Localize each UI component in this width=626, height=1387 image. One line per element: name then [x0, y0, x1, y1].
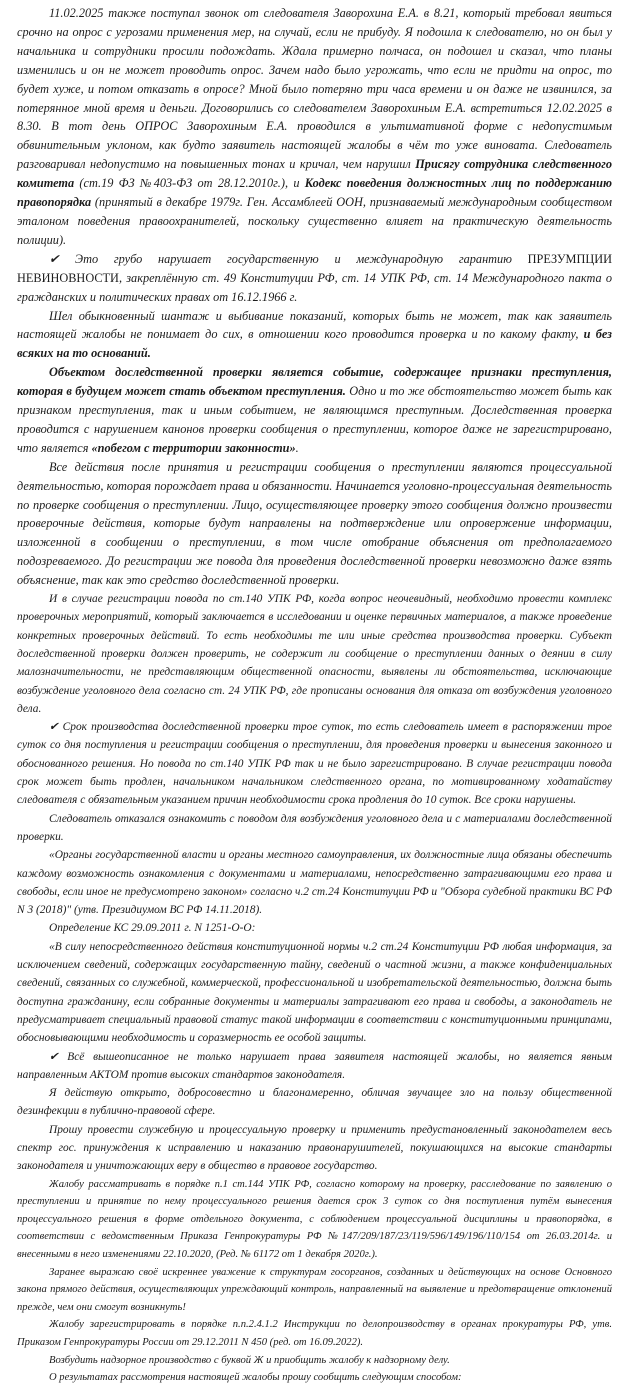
paragraph-result-notification: О результатах рассмотрения настоящей жалобы прошу сообщить следующим способом:	[49, 1372, 462, 1384]
paragraph-review-procedure: Жалобу рассматривать в порядке п.1 ст.144 УПК РФ, согласно которому на проверку, расследование по заявлению о преступлении и принятие по нему процессуального решения дается срок 3 суток со дня поступления путём вынесения процессуального решения в форме отдельного документа, с соблюдением процессуальной дисциплины и правопорядка, в соответствии с ведомственным Приказа Генпрокуратуры РФ №147/209/187/23/119/596/149/196/110/154 от 26.03.2014г. и внесенными в него изменениями 22.10.2020, (Ред. № 61172 от 1 декабря 2020г.).	[17, 1178, 612, 1260]
paragraph-check-deadline: ✔ Срок производства доследственной проверки трое суток, то есть следователь имеет в распоряжении трое суток со дня поступления и регистрации сообщения о преступлении, для проведения проверки и вынесения законного и обоснованного решения. Но повода по ст.140 УПК РФ так и не было зарегистрировано. В случае регистрации повода срок может быть продлен, начальником начальником следственного органа, по мотивированному ходатайству следователя с обязательным указанием причин необходимости срока продления до 10 суток. Все сроки нарушены.	[17, 721, 612, 807]
paragraph-object-of-check	[17, 363, 612, 458]
paragraph-refusal-to-acquaint: Следователь отказался ознакомить с поводом для возбуждения уголовного дела и с материалами доследственной проверки.	[17, 812, 612, 843]
emphasis-text: и без всяких на то оснований.	[17, 327, 612, 361]
paragraph-text: (принятый в декабре 1979г. Ген. Ассамблеей ООН, признаваемый международным сообществом эталоном поведения правоохранителей, поскольку существенно влияет на практическую деятельность полиции).	[17, 195, 612, 247]
paragraph-text: (ст.19 ФЗ №403-ФЗ от 28.12.2010г.), и	[74, 176, 305, 191]
paragraph-registration-order: Жалобу зарегистрировать в порядке п.п.2.4.1.2 Инструкции по делопроизводству в органах прокуратуры РФ, утв. Приказом Генпрокуратуры России от 29.12.2011 N 450 (ред. от 16.09.2022).	[17, 1319, 612, 1348]
paragraph-registration-of-grounds: И в случае регистрации повода по ст.140 УПК РФ, когда вопрос неочевидный, необходимо провести комплекс проверочных мероприятий, который заключается в исследовании и оценке первичных материалов, а также проведение конкретных проверочных действий. То есть необходимы те или иные средства производства проверки. Субъект доследственной проверки должен проверить, не содержит ли сообщение о преступлении данных о деянии в силу малозначительности, не представляющим общественной опасности, выявлены ли обстоятельства, исключающие возбуждение уголовного дела согласно ст. 24 УПК РФ, где прописаны основания для отказа от возбуждения уголовного дела.	[17, 593, 612, 715]
paragraph-good-faith: Я действую открыто, добросовестно и благонамеренно, обличая звучащее зло на пользу общественной дезинфекции в публично-правовой сфере.	[17, 1087, 612, 1118]
emphasis-text: Объектом доследственной проверки является событие, содержащее признаки преступления, которая в будущем может стать объектом преступления.	[17, 365, 612, 399]
paragraph-request-for-check: Прошу провести служебную и процессуальную проверку и применить предустановленный законодателем весь спектр гос. принуждения к исправлению и наказанию правонарушителей, покушающихся на высокие стандарты законодателя и уничтожающих веру в общество в правовое государство.	[17, 1123, 612, 1173]
paragraph-respect: Заранее выражаю своё искреннее уважение к структурам госорганов, созданных и действующих на основе Основного закона прямого действия, осуществляющих упреждающий контроль, направленный на выявление и предотвращение отклонений прежде, чем они смогут возникнуть!	[17, 1266, 612, 1313]
paragraph-supervisory-proceeding: Возбудить надзорное производство с буквой Ж и приобщить жалобу к надзорному делу.	[49, 1354, 450, 1366]
paragraph-procedural-activity: Все действия после принятия и регистрации сообщения о преступлении являются процессуальной деятельностью, которая порождает права и обязанности. Начинается уголовно-процессуальная деятельность по проверке сообщения о преступлении. Лицо, осуществляющее проверку этого сообщения должно произвести проверочные действия, которые будут направлены на подтверждение или опровержение информации, изложенной в сообщении о преступлении, в том числе отобрание объяснения от предполагаемого подозреваемого. До регистрации же повода для проведения доследственной проверки невозможно даже взять объяснение, так как это средство доследственной проверки.	[17, 459, 612, 588]
presumption-of-innocence-term: ПРЕЗУМПЦИИ НЕВИНОВНОСТИ	[17, 251, 612, 285]
paragraph-text: 11.02.2025 также поступал звонок от следователя Заворохина Е.А. в 8.21, который требовал явиться срочно на опрос с угрозами применения мер, на случай, если не прибуду. Я подошла к следователю, но он был у начальника и сотрудники просили подождать. Ждала примерно полчаса, он подошел и сказал, что планы изменились и он не может проводить опрос. Зачем надо было угрожать, что если не придти на опрос, то будет хуже, и потом отказать в опросе? Мной было потеряно три часа времени и он даже не извинился, за потерянное мной время и деньги. Договорились со следователем Заворохиным Е.А. встретиться 12.02.2025 в 8.30. В тот день ОПРОС Заворохиным Е.А. проводился в ультимативной форме с недопустимым обвинительным уклоном, как будто заявитель настоящей жалобы в чём то уже виновата. Следователь разговаривал недопустимо на повышенных тонах и кричал, чем нарушил	[17, 6, 612, 172]
oath-reference: Присягу сотрудника следственного комитета	[17, 157, 612, 191]
paragraph-blackmail	[17, 307, 612, 364]
paragraph-constitution-quote: «Органы государственной власти и органы местного самоуправления, их должностные лица обязаны обеспечить каждому возможность ознакомления с документами и материалами, непосредственно затрагивающими его права и свободы, если иное не предусмотрено законом» согласно ч.2 ст.24 Конституции РФ и "Обзора судебной практики ВС РФ N 3 (2018)" (утв. Президиумом ВС РФ 14.11.2018).	[17, 849, 612, 917]
paragraph-text: Шел обыкновенный шантаж и выбивание показаний, которых быть не может, так как заявитель настоящей жалобы не понимает до сих, в отношении кого проводится проверка и по какому факту,	[17, 308, 612, 342]
paragraph-phone-call-and-interview	[17, 4, 612, 250]
paragraph-text: , закреплённую ст. 49 Конституции РФ, ст. 14 УПК РФ, ст. 14 Международного пакта о гражданских и политических правах от 16.12.1966 г.	[17, 270, 612, 304]
paragraph-text: ✔ Это грубо нарушает государственную и международную гарантию	[49, 251, 528, 266]
paragraph-presumption-of-innocence	[17, 250, 612, 307]
paragraph-act-against-standards: ✔ Всё вышеописанное не только нарушает права заявителя настоящей жалобы, но является явным направленным АКТОМ против высоких стандартов законодателя.	[17, 1050, 612, 1081]
emphasis-text: «побегом с территории законности»	[91, 440, 296, 455]
code-of-conduct-reference: Кодекс поведения должностных лиц по поддержанию правопорядка	[17, 176, 612, 210]
paragraph-text: Одно и то же обстоятельство может быть как признаком преступления, так и иным событием, не являющимся преступным. Доследственная проверка проводится с нарушением канонов проверки сообщения о преступлении, которое даже не зарегистрировано, что является	[17, 384, 612, 455]
paragraph-ruling-quote: «В силу непосредственного действия конституционной нормы ч.2 ст.24 Конституции РФ любая информация, за исключением сведений, содержащих государственную тайну, сведений о частной жизни, а также конфиденциальных сведений, связанных со служебной, коммерческой, профессиональной и изобретательской деятельностью, должна быть доступна гражданину, если собранные документы и материалы затрагивают его права и свободы, а законодатель не предусматривает специальный правовой статус такой информации в соответствии с конституционными принципами, обосновывающими необходимость и соразмерность ее особой защиты.	[17, 940, 612, 1045]
paragraph-constitutional-court-ruling: Определение КС 29.09.2011 г. N 1251-О-О:	[49, 922, 256, 935]
paragraph-text: .	[295, 440, 299, 455]
